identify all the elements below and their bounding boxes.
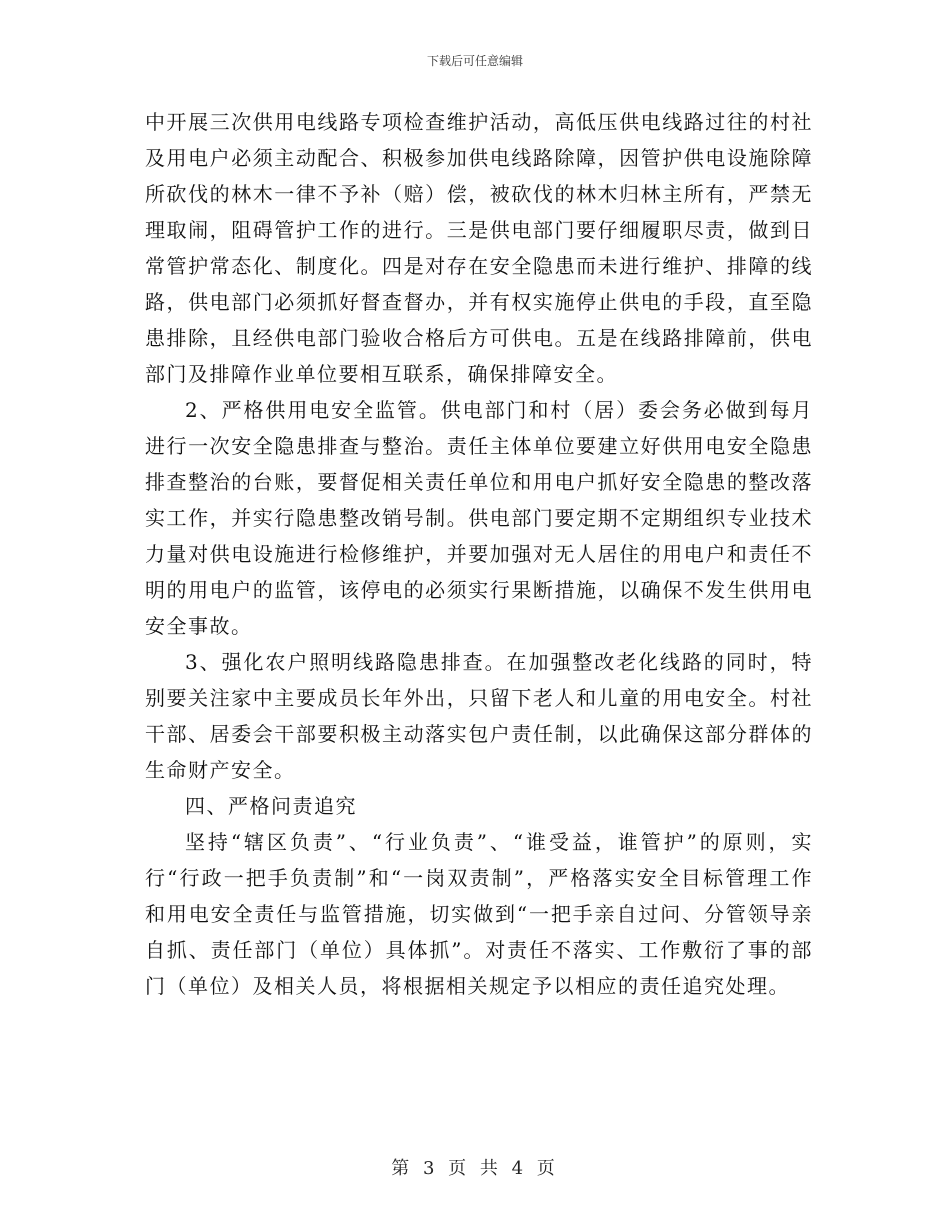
document-body — [145, 104, 813, 1004]
page-number-footer: 第 3 页 共 4 页 — [391, 1158, 559, 1179]
paragraph-accountability: 坚持“辖区负责”、“行业负责”、“谁受益，谁管护”的原则，实行“行政一把手负责制”和“一岗双责制”，严格落实安全目标管理工作和用电安全责任与监管措施，切实做到“一把手亲自过问、分管领导亲自抓、责任部门（单位）具体抓”。对责任不落实、工作敷衍了事的部门（单位）及相关人员，将根据相关规定予以相应的责任追究处理。 — [145, 830, 813, 998]
paragraph-lighting-inspection: 3、强化农户照明线路隐患排查。在加强整改老化线路的同时，特别要关注家中主要成员长年外出，只留下老人和儿童的用电安全。村社干部、居委会干部要积极主动落实包户责任制，以此确保这部分群体的生命财产安全。 — [145, 650, 813, 782]
page-header: 下载后可任意编辑 — [426, 54, 523, 68]
paragraph-continuation: 中开展三次供用电线路专项检查维护活动，高低压供电线路过往的村社及用电户必须主动配合、积极参加供电线路除障，因管护供电设施除障所砍伐的林木一律不予补（赔）偿，被砍伐的林木归林主所有，严禁无理取闹，阻碍管护工作的进行。三是供电部门要仔细履职尽责，做到日常管护常态化、制度化。四是对存在安全隐患而未进行维护、排障的线路，供电部门必须抓好督查督办，并有权实施停止供电的手段，直至隐患排除，且经供电部门验收合格后方可供电。五是在线路排障前，供电部门及排障作业单位要相互联系，确保排障安全。 — [145, 110, 813, 386]
paragraph-safety-supervision: 2、严格供用电安全监管。供电部门和村（居）委会务必做到每月进行一次安全隐患排查与整治。责任主体单位要建立好供用电安全隐患排查整治的台账，要督促相关责任单位和用电户抓好安全隐患的整改落实工作，并实行隐患整改销号制。供电部门要定期不定期组织专业技术力量对供电设施进行检修维护，并要加强对无人居住的用电户和责任不明的用电户的监管，该停电的必须实行果断措施，以确保不发生供用电安全事故。 — [145, 398, 813, 638]
section-heading-accountability: 四、严格问责追究 — [185, 794, 357, 818]
